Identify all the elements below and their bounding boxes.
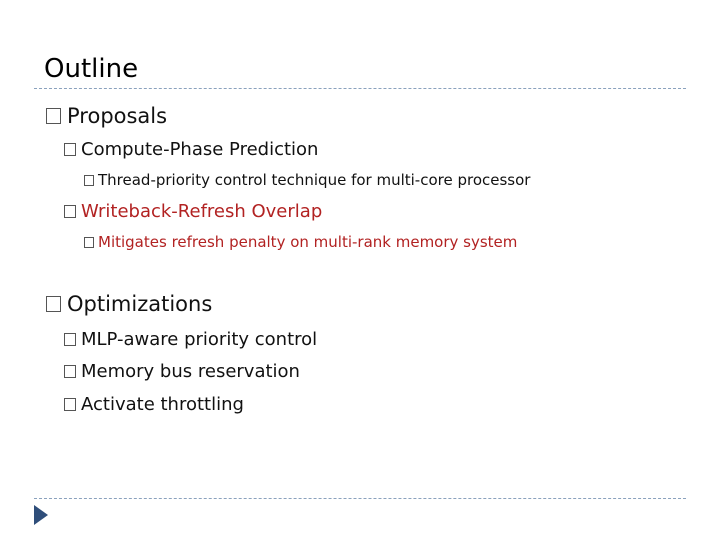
checkbox-bullet-icon [46,108,61,124]
checkbox-bullet-icon [64,143,76,156]
slide-title: Outline [44,54,139,84]
bullet-label: Activate throttling [81,394,244,415]
bullet-proposals [46,104,167,128]
bullet-label: Proposals [67,104,168,128]
bullet-memory-bus [64,361,300,382]
bullet-thread-priority [84,171,530,189]
bullet-compute-phase-prediction [64,139,318,160]
bullet-writeback-refresh-overlap [64,201,322,222]
next-slide-arrow-icon[interactable] [34,505,48,525]
bullet-activate-throttling [64,394,244,415]
footer-divider [34,498,686,499]
checkbox-bullet-icon [84,175,94,186]
checkbox-bullet-icon [64,365,76,378]
title-divider [34,88,686,89]
bullet-label: Writeback-Refresh Overlap [81,201,323,222]
checkbox-bullet-icon [64,205,76,218]
bullet-label: MLP-aware priority control [81,329,318,350]
checkbox-bullet-icon [64,398,76,411]
bullet-mitigates-refresh [84,233,517,251]
bullet-mlp-aware [64,329,317,350]
bullet-optimizations [46,292,212,316]
checkbox-bullet-icon [84,237,94,248]
bullet-label: Optimizations [67,292,213,316]
checkbox-bullet-icon [64,333,76,346]
bullet-label: Memory bus reservation [81,361,300,382]
checkbox-bullet-icon [46,296,61,312]
bullet-label: Mitigates refresh penalty on multi-rank memory system [98,233,518,251]
bullet-label: Compute-Phase Prediction [81,139,319,160]
bullet-label: Thread-priority control technique for multi-core processor [98,171,531,189]
